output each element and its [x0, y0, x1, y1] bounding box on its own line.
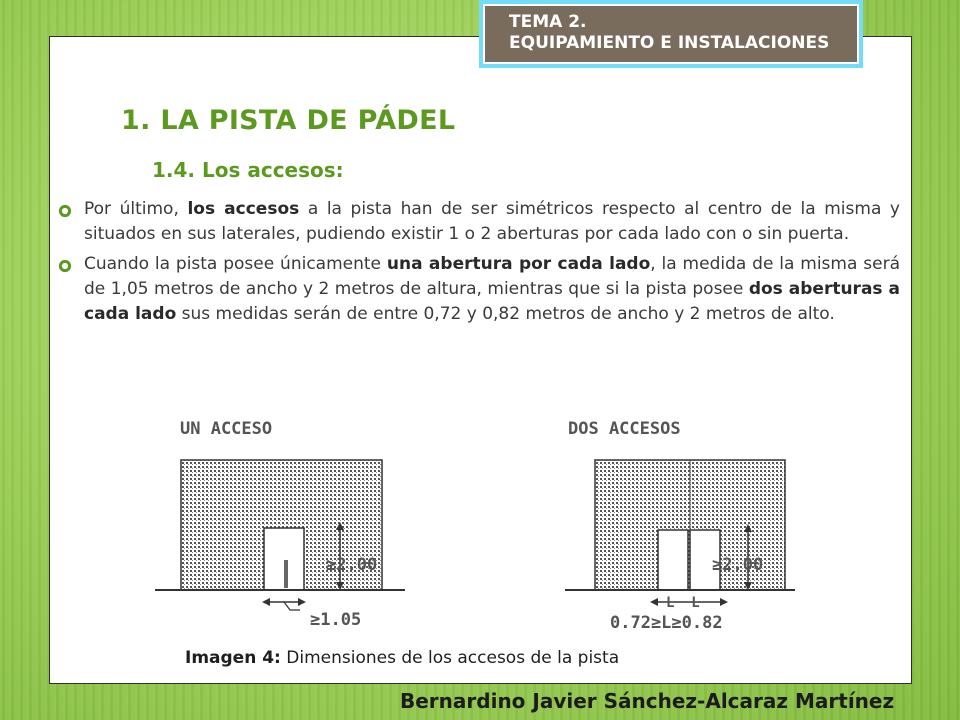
width-marks: L L	[666, 595, 700, 611]
caption-label: Imagen 4:	[185, 648, 281, 668]
circle-ring-bullet-icon	[58, 259, 72, 273]
bullet-list	[58, 197, 900, 332]
bold-run: dos aberturas a cada lado	[84, 279, 900, 324]
text-run: Cuando la pista posee únicamente	[84, 254, 387, 274]
diagram-one-access	[150, 410, 410, 640]
caption-text: Dimensiones de los accesos de la pista	[280, 648, 620, 668]
figure-caption	[185, 648, 619, 668]
height-label: ≥2.00	[712, 555, 764, 575]
section-subtitle: 1.4. Los accesos:	[152, 158, 344, 182]
bullet-text	[84, 197, 900, 247]
author-footer: Bernardino Javier Sánchez-Alcaraz Martínez	[400, 689, 895, 713]
bold-run: los accesos	[187, 199, 300, 219]
text-run: , la medida de la misma será de 1,05 metros de ancho y 2 metros de altura, mientras que si la pista posee	[84, 254, 900, 299]
list-item	[58, 197, 900, 247]
list-item	[58, 252, 900, 327]
text-run: a la pista han de ser simétricos respecto al centro de la misma y situados en sus laterales, pudiendo existir 1 o 2 aberturas por cada lado con o sin puerta.	[84, 199, 900, 244]
diagram-two-access	[540, 410, 810, 640]
text-run: sus medidas serán de entre 0,72 y 0,82 metros de ancho y 2 metros de alto.	[176, 304, 835, 324]
door-opening-left	[658, 530, 688, 590]
topic-tag-line2: EQUIPAMIENTO E INSTALACIONES	[509, 33, 830, 53]
height-label: ≥2.00	[326, 555, 378, 575]
width-label: 0.72≥L≥0.82	[610, 613, 723, 633]
bullet-text	[84, 252, 900, 327]
diagram-label: UN ACCESO	[180, 419, 273, 439]
text-run: Por último,	[84, 199, 188, 219]
width-label: ≥1.05	[310, 610, 362, 630]
topic-tag-inner	[483, 4, 859, 64]
diagram-label: DOS ACCESOS	[568, 419, 681, 439]
topic-tag-line1: TEMA 2.	[509, 12, 587, 32]
topic-tag	[479, 0, 863, 68]
circle-ring-bullet-icon	[58, 204, 72, 218]
bold-run: una abertura por cada lado	[386, 254, 651, 274]
page-title: 1. LA PISTA DE PÁDEL	[121, 105, 456, 136]
